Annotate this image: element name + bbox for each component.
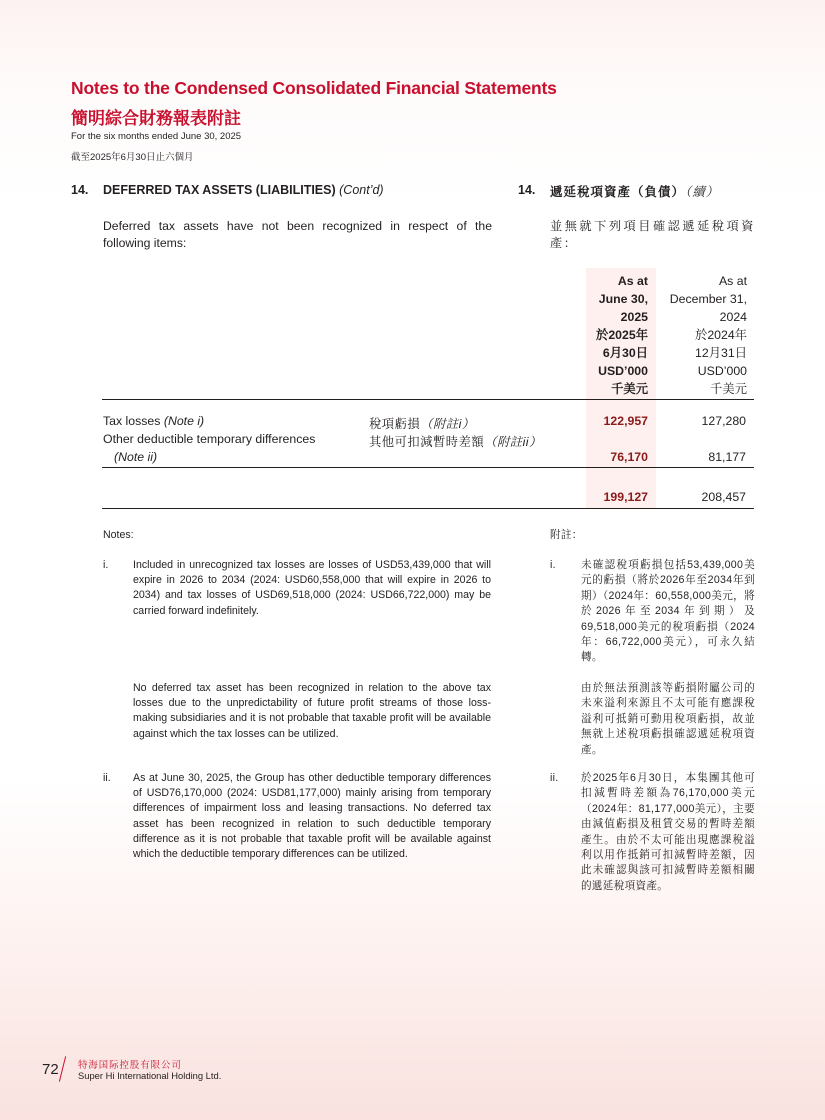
row-note-ref: (Note i): [163, 414, 205, 428]
row-label-zh-text: 稅項虧損: [369, 417, 421, 431]
footer-divider: [59, 1056, 66, 1081]
row-note-ref-zh: （附註i）: [420, 417, 475, 431]
total-2025: 199,127: [603, 490, 648, 504]
table-cell-2025: 122,957: [603, 414, 648, 428]
page-title-en: Notes to the Condensed Consolidated Financial Statements: [71, 78, 557, 98]
notes-heading-zh: 附註：: [550, 529, 583, 541]
col-header-2024-line: 於2024年: [695, 328, 747, 342]
col-header-2024-line: USD’000: [697, 364, 747, 378]
section-number-en: 14.: [71, 183, 89, 197]
col-header-2025-line: 於2025年: [596, 328, 648, 342]
table-row-label-en: [103, 414, 204, 428]
section-cont-en: (Cont’d): [339, 183, 384, 197]
subtotal-rule: [102, 467, 754, 468]
col-header-2025: [560, 272, 648, 398]
table-row-label-zh: [369, 432, 542, 450]
col-header-2024: [655, 272, 747, 398]
note-ii-label-zh: ii.: [550, 772, 559, 784]
total-rule: [102, 508, 754, 509]
table-row-label-en: Other deductible temporary differences: [103, 432, 316, 446]
note-ii-label-en: ii.: [103, 772, 111, 784]
note-i-para2-en: No deferred tax asset has been recognized in relation to the above tax losses due to the unpredictability of future profit streams of those loss-making subsidiaries and it is not probable that taxable profit will be available against which the tax losses can be utilized.: [133, 682, 491, 740]
intro-en: Deferred tax assets have not been recognized in respect of the following items:: [103, 219, 492, 250]
section-number-zh: 14.: [518, 183, 536, 197]
table-cell-2024: 127,280: [701, 414, 746, 428]
row-note-ref-zh: （附註ii）: [484, 435, 542, 449]
total-2024: 208,457: [701, 490, 746, 504]
col-header-2025-line: 千美元: [611, 382, 648, 396]
col-header-2024-line: 千美元: [710, 382, 747, 396]
page-number: 72: [42, 1061, 59, 1078]
col-header-2025-line: 2025: [620, 310, 648, 324]
table-row-label-zh: [369, 414, 475, 432]
note-ii-en: As at June 30, 2025, the Group has other deductible temporary differences of USD76,170,000 (2024: USD81,177,000) mainly arising from temporary differences of impairment loss and leasing transactions. No deferred tax asset has been recognized in relation to such deductible temporary difference as it is not probable that taxable profit will be available against which the deductible temporary differences can be utilized.: [133, 772, 491, 861]
period-en: For the six months ended June 30, 2025: [71, 131, 242, 142]
note-i-label-en: i.: [103, 559, 109, 571]
company-name-en: Super Hi International Holding Ltd.: [78, 1070, 222, 1081]
note-ii-zh: 於2025年6月30日，本集團其他可扣減暫時差額為76,170,000美元（2024年：81,177,000美元），主要由減值虧損及租賃交易的暫時差額產生。由於不太可能出現應課稅溢利以用作抵銷可扣減暫時差額，因此未確認與該可扣減暫時差額相關的遞延稅項資產。: [581, 772, 755, 892]
note-i-para1-en: Included in unrecognized tax losses are losses of USD53,439,000 that will expire in 2026 to 2034 (2024: USD60,558,000 that will expire in 2026 to 2034) and tax losses of USD69,518,000 (2024: USD66,722,000) may be carried forward indefinitely.: [133, 559, 491, 617]
section-title-en-text: DEFERRED TAX ASSETS (LIABILITIES): [103, 183, 336, 197]
row-note-ref: (Note ii): [114, 450, 158, 464]
intro-zh: 並無就下列項目確認遞延稅項資產：: [550, 219, 755, 250]
period-zh: 截至2025年6月30日止六個月: [71, 152, 194, 163]
col-header-2025-line: June 30,: [598, 292, 648, 306]
row-label-zh-text: 其他可扣減暫時差額: [369, 435, 485, 449]
company-name-zh: 特海国际控股有限公司: [78, 1059, 182, 1070]
page-title-zh: 簡明綜合財務報表附註: [71, 109, 241, 128]
note-i-label-zh: i.: [550, 559, 556, 571]
section-title-zh-text: 遞延稅項資產（負債）: [550, 185, 686, 199]
section-title-zh: [550, 182, 719, 200]
col-header-2025-line: 6月30日: [602, 346, 648, 360]
row-label-text: Tax losses: [103, 414, 161, 428]
col-header-2024-line: December 31,: [669, 292, 747, 306]
section-cont-zh: （續）: [685, 185, 720, 199]
col-header-2024-line: 12月31日: [695, 346, 747, 360]
section-title-en: [103, 183, 384, 197]
table-cell-2024: 81,177: [708, 450, 746, 464]
notes-heading-en: Notes:: [103, 529, 134, 541]
table-cell-2025: 76,170: [610, 450, 648, 464]
col-header-2024-line: 2024: [719, 310, 747, 324]
col-header-2025-line: As at: [617, 274, 648, 288]
note-i-para2-zh: 由於無法預測該等虧損附屬公司的未來溢利來源且不太可能有應課稅溢利可抵銷可動用稅項虧損，故並無就上述稅項虧損確認遞延稅項資產。: [581, 682, 755, 756]
col-header-2024-line: As at: [718, 274, 747, 288]
table-header-rule: [102, 399, 754, 400]
col-header-2025-line: USD’000: [598, 364, 648, 378]
note-i-para1-zh: 未確認稅項虧損包括53,439,000美元的虧損（將於2026年至2034年到期）（2024年：60,558,000美元，將於2026年至2034年到期）及69,518,000美元的稅項虧損（2024年：66,722,000美元），可永久結轉。: [581, 559, 755, 664]
